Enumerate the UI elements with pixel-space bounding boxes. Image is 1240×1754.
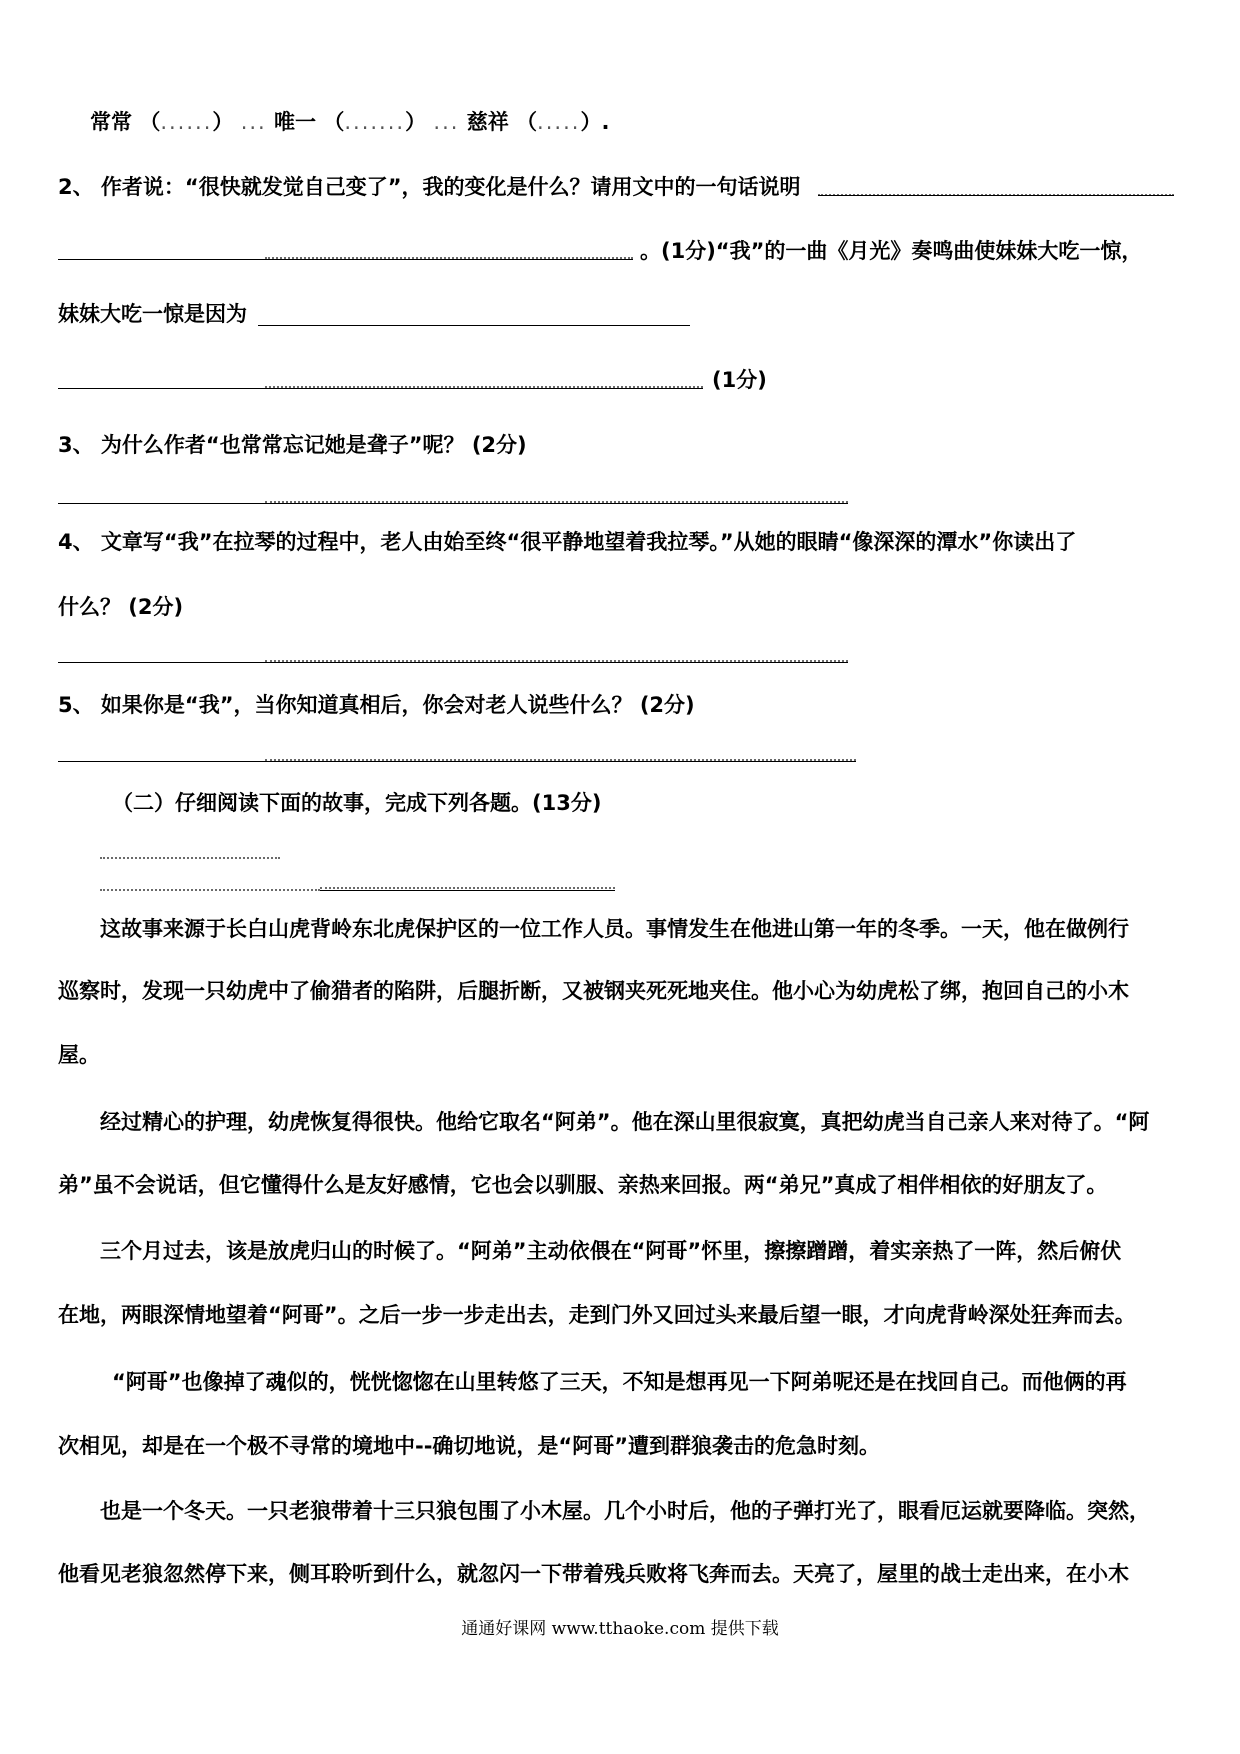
passage-line: 这故事来源于长白山虎背岭东北虎保护区的一位工作人员。事情发生在他进山第一年的冬季。一天，他在做例行 [100,917,1129,941]
q3-text: 3、 为什么作者“也常常忘记她是聋子”呢？ (2分) [58,433,527,457]
passage-line: 经过精心的护理，幼虎恢复得很快。他给它取名“阿弟”。他在深山里很寂寞，真把幼虎当自己亲人来对待了。“阿 [100,1110,1150,1134]
answer-dots [265,660,848,662]
section-2-heading: （二）仔细阅读下面的故事，完成下列各题。(13分) [112,791,602,815]
q1-word-3: 慈祥 [466,110,509,134]
passage-line: 在地，两眼深情地望着“阿哥”。之后一步一步走出去，走到门外又回过头来最后望一眼，才向虎背岭深处狂奔而去。 [58,1303,1136,1327]
q1-word-1: 常常 [90,110,132,134]
answer-line[interactable] [58,761,856,762]
q1-word-fill-line: 常常 （......） ... 唯一 （.......） ... 慈祥 （.....）. [90,110,610,134]
passage-line: 屋。 [58,1043,100,1067]
passage-line: 他看见老狼忽然停下来，侧耳聆听到什么，就忽闪一下带着残兵败将飞奔而去。天亮了，屋里的战士走出来，在小木 [58,1562,1129,1586]
q2-line-1: 2、 作者说：“很快就发觉自己变了”，我的变化是什么？请用文中的一句话说明 [58,175,801,199]
q2-line-3: 妹妹大吃一惊是因为 [58,302,247,326]
answer-dots [265,501,848,503]
passage-line: 次相见，却是在一个极不寻常的境地中--确切地说，是“阿哥”遭到群狼袭击的危急时刻。 [58,1434,881,1458]
answer-line[interactable] [58,662,848,663]
answer-dots [320,887,615,889]
q2-line-2: 。(1分)“我”的一曲《月光》奏鸣曲使妹妹大吃一惊， [640,239,1143,263]
answer-dots [265,386,703,388]
passage-line: 弟”虽不会说话，但它懂得什么是友好感情，它也会以驯服、亲热来回报。两“弟兄”真成了相伴相依的好朋友了。 [58,1173,1108,1197]
answer-line[interactable] [58,388,703,389]
answer-line [320,890,615,891]
answer-dots [265,759,856,761]
decorative-dots [100,857,280,859]
passage-line: 巡察时，发现一只幼虎中了偷猎者的陷阱，后腿折断，又被钢夹死死地夹住。他小心为幼虎松了绑，抱回自己的小木 [58,979,1129,1003]
q2-line-4: (1分) [712,368,767,392]
q4-line-1: 4、 文章写“我”在拉琴的过程中，老人由始至终“很平静地望着我拉琴。”从她的眼睛“像深深的潭水”你读出了 [58,530,1077,554]
answer-line[interactable] [58,503,848,504]
decorative-dots [100,889,320,891]
passage-line: 也是一个冬天。一只老狼带着十三只狼包围了小木屋。几个小时后，他的子弹打光了，眼看厄运就要降临。突然， [100,1499,1150,1523]
page-footer: 通通好课网 www.tthaoke.com 提供下载 [461,1619,779,1639]
answer-dots [265,257,633,259]
answer-line[interactable] [58,259,633,260]
answer-line[interactable] [258,325,690,326]
passage-line: 三个月过去，该是放虎归山的时候了。“阿弟”主动依偎在“阿哥”怀里，擦擦蹭蹭，着实亲热了一阵，然后俯伏 [100,1239,1122,1263]
answer-line[interactable] [818,195,1174,196]
passage-line: “阿哥”也像掉了魂似的，恍恍惚惚在山里转悠了三天，不知是想再见一下阿弟呢还是在找回自己。而他俩的再 [112,1370,1127,1394]
q4-line-2: 什么？ (2分) [58,595,184,619]
q1-word-2: 唯一 [274,110,317,134]
q5-text: 5、 如果你是“我”，当你知道真相后，你会对老人说些什么？ (2分) [58,693,695,717]
